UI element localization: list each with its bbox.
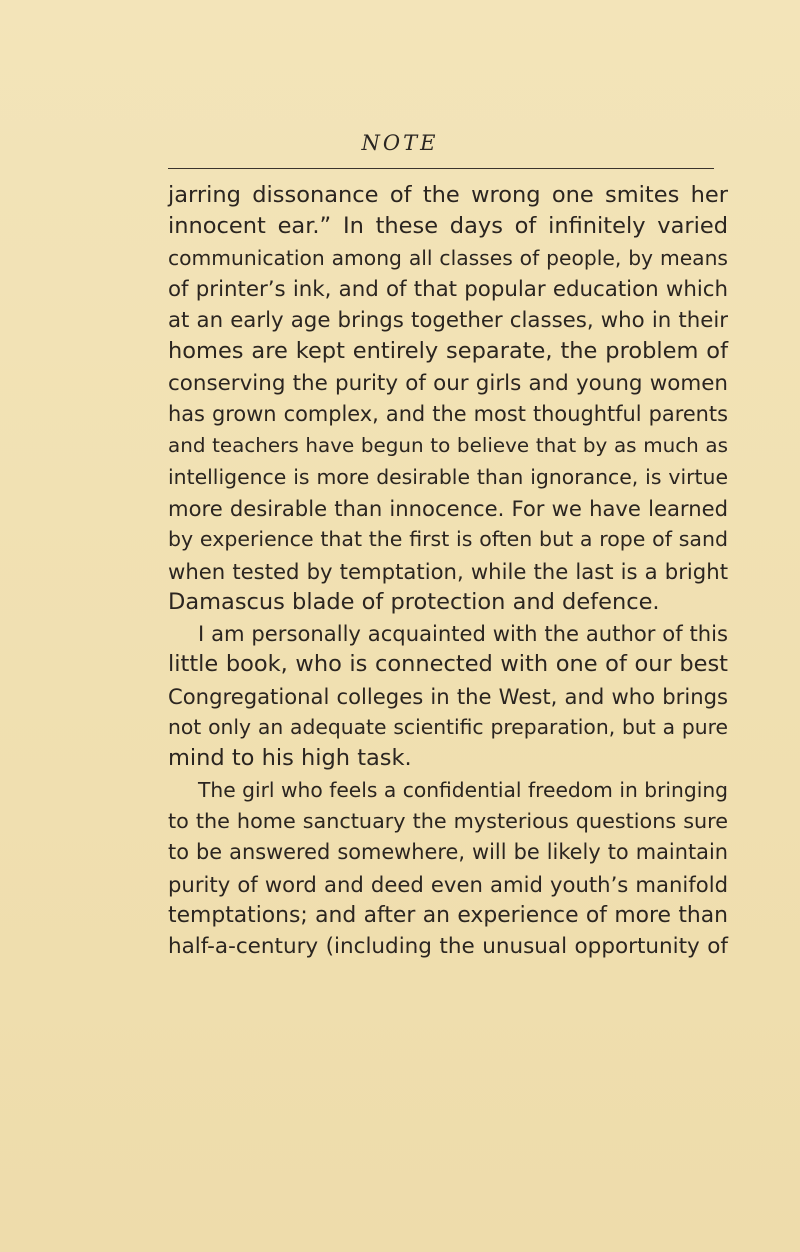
text-line: innocent ear.” In these days of infinitely varied bbox=[168, 213, 728, 240]
text-line: communication among all classes of people, by means bbox=[168, 245, 728, 270]
body-text bbox=[168, 180, 728, 962]
text-line: Congregational colleges in the West, and who brings bbox=[168, 683, 728, 709]
text-line: by experience that the first is often but a rope of sand bbox=[168, 527, 728, 552]
text-line: when tested by temptation, while the last is a bright bbox=[168, 558, 728, 584]
text-line: homes are kept entirely separate, the problem of bbox=[168, 338, 728, 365]
running-head: NOTE bbox=[361, 131, 439, 155]
text-line: at an early age brings together classes, who in their bbox=[168, 308, 728, 334]
text-line: has grown complex, and the most thoughtful parents bbox=[168, 402, 728, 427]
text-line: of printer’s ink, and of that popular education which bbox=[168, 276, 728, 302]
text-line: purity of word and deed even amid youth’s manifold bbox=[168, 871, 728, 897]
text-line: jarring dissonance of the wrong one smites her bbox=[168, 182, 728, 208]
text-line: more desirable than innocence. For we have learned bbox=[168, 495, 728, 521]
text-line: and teachers have begun to believe that by as much as bbox=[168, 434, 728, 458]
text-line: conserving the purity of our girls and young women bbox=[168, 370, 728, 396]
text-line: mind to his high task. bbox=[168, 745, 412, 772]
text-line: I am personally acquainted with the author of this bbox=[198, 621, 728, 647]
text-line: temptations; and after an experience of more than bbox=[168, 902, 728, 928]
header-rule bbox=[168, 168, 714, 169]
text-line: Damascus blade of protection and defence. bbox=[168, 588, 660, 615]
text-line: not only an adequate scientific preparation, but a pure bbox=[168, 715, 728, 740]
text-line: half-a-century (including the unusual opportunity of bbox=[168, 934, 728, 960]
text-line: intelligence is more desirable than ignorance, is virtue bbox=[168, 464, 728, 489]
text-line: to be answered somewhere, will be likely to maintain bbox=[168, 840, 728, 865]
text-line: The girl who feels a confidential freedom in bringing bbox=[198, 777, 729, 802]
text-line: to the home sanctuary the mysterious questions sure bbox=[168, 808, 728, 833]
text-line: little book, who is connected with one of our best bbox=[168, 651, 728, 678]
